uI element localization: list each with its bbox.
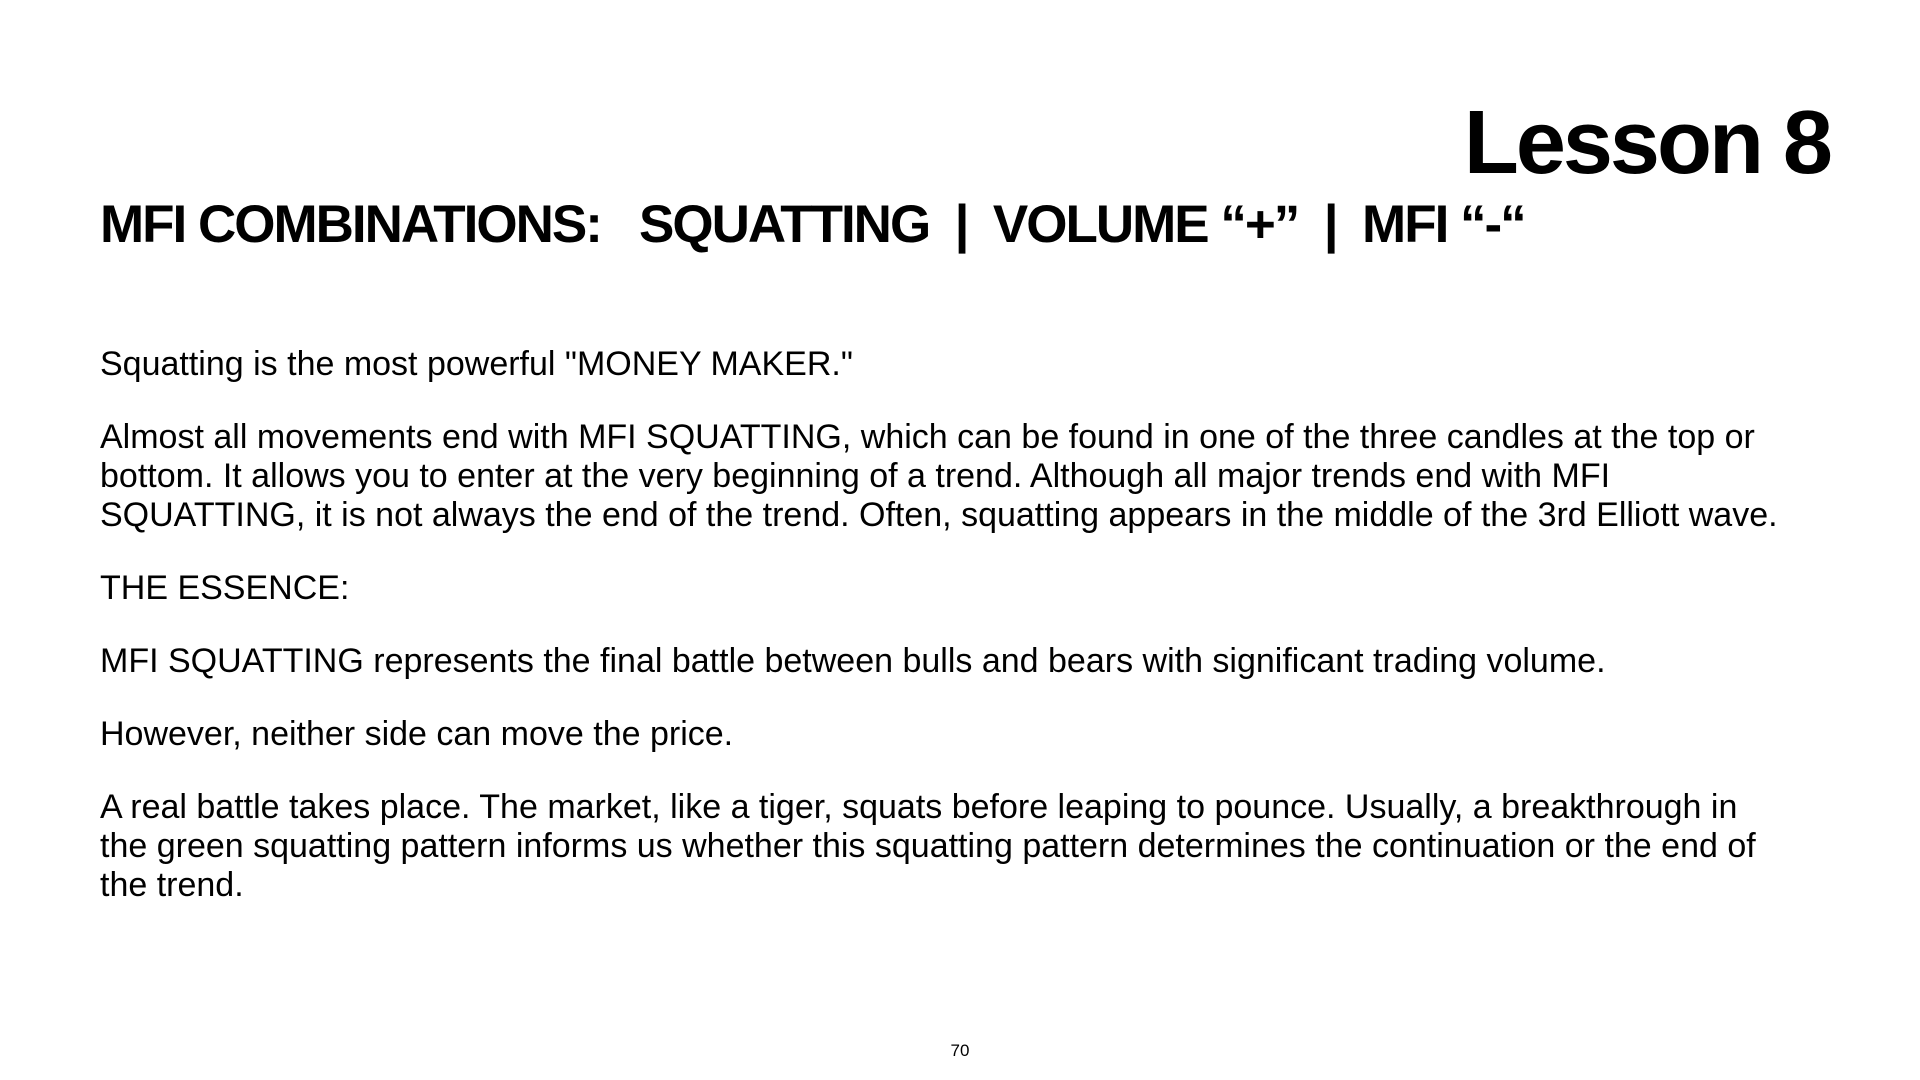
page-number: 70 xyxy=(950,1041,970,1060)
section-title: MFI COMBINATIONS: SQUATTING | VOLUME “+” | MFI “-“ xyxy=(100,195,1525,254)
paragraph-final-battle: MFI SQUATTING represents the final battle between bulls and bears with significant trading volume. xyxy=(100,642,1606,680)
slide-body xyxy=(100,345,1780,939)
paragraph-movements: Almost all movements end with MFI SQUATTING, which can be found in one of the three candles at the top or bottom. It allows you to enter at the very beginning of a trend. Although all major trends end with MFI SQUATTING, it is not always the end of the trend. Often, squatting appears in the middle of the 3rd Elliott wave. xyxy=(100,418,1778,534)
paragraph-intro: Squatting is the most powerful "MONEY MAKER." xyxy=(100,345,853,383)
paragraph-neither-side: However, neither side can move the price. xyxy=(100,715,734,753)
paragraph-essence-heading: THE ESSENCE: xyxy=(100,569,350,607)
lesson-title: Lesson 8 xyxy=(1463,93,1830,193)
paragraph-real-battle: A real battle takes place. The market, like a tiger, squats before leaping to pounce. Usually, a breakthrough in the green squatting pattern informs us whether this squatting pattern determines the continuation or the end of the trend. xyxy=(100,788,1756,904)
